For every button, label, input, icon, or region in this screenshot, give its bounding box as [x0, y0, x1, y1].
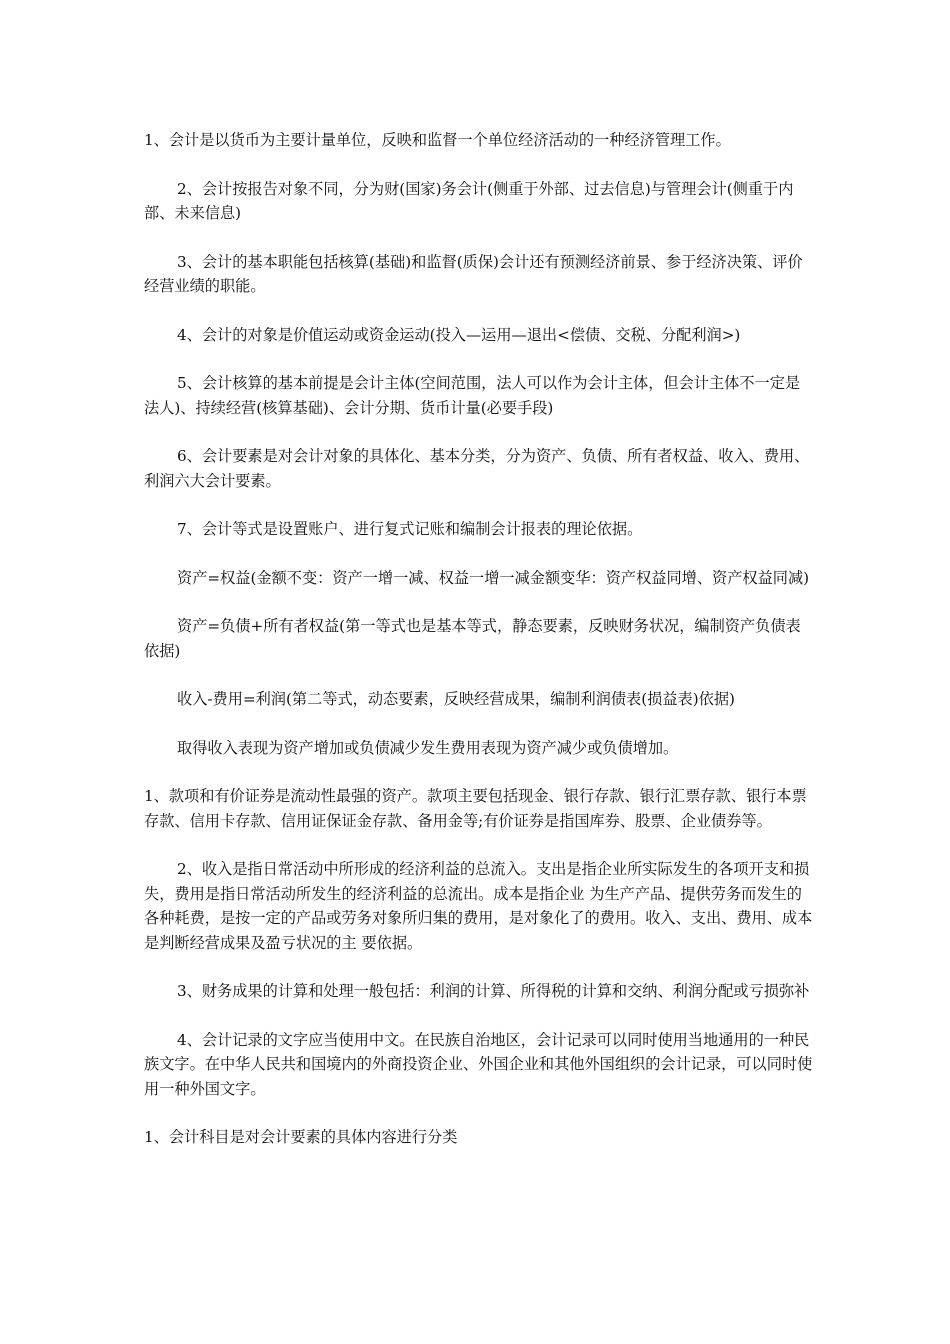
- document-body: [144, 128, 814, 1174]
- paragraph-14: 3、财务成果的计算和处理一般包括：利润的计算、所得税的计算和交纳、利润分配或亏损弥补: [177, 982, 810, 1000]
- paragraph-1: 1、会计是以货币为主要计量单位，反映和监督一个单位经济活动的一种经济管理工作。: [144, 131, 731, 149]
- paragraph-5: 5、会计核算的基本前提是会计主体(空间范围，法人可以作为会计主体，但会计主体不一定是法人)、持续经营(核算基础)、会计分期、货币计量(必要手段): [144, 374, 801, 417]
- paragraph-16: 1、会计科目是对会计要素的具体内容进行分类: [144, 1128, 458, 1146]
- paragraph-10: 收入-费用=利润(第二等式，动态要素，反映经营成果，编制利润债表(损益表)依据): [177, 690, 735, 708]
- paragraph-13: 2、收入是指日常活动中所形成的经济利益的总流入。支出是指企业所实际发生的各项开支和损失，费用是指日常活动所发生的经济利益的总流出。成本是指企业 为生产产品、提供劳务而发生的各种耗费，是按一定的产品或劳务对象所归集的费用，是对象化了的费用。收入、支出、费用、成本是判断经营成果及盈亏状况的主 要依据。: [144, 860, 813, 952]
- paragraph-12: 1、款项和有价证券是流动性最强的资产。款项主要包括现金、银行存款、银行汇票存款、银行本票存款、信用卡存款、信用证保证金存款、备用金等;有价证券是指国库券、股票、企业债券等。: [144, 787, 807, 830]
- paragraph-4: 4、会计的对象是价值运动或资金运动(投入—运用—退出<偿债、交税、分配利润>): [177, 325, 741, 344]
- paragraph-8: 资产=权益(金额不变：资产一增一减、权益一增一减金额变华：资产权益同增、资产权益同减): [177, 568, 810, 587]
- paragraph-9: 资产=负债+所有者权益(第一等式也是基本等式，静态要素，反映财务状况，编制资产负债表依据): [144, 617, 801, 660]
- paragraph-7: 7、会计等式是设置账户、进行复式记账和编制会计报表的理论依据。: [177, 520, 643, 538]
- paragraph-6: 6、会计要素是对会计对象的具体化、基本分类，分为资产、负债、所有者权益、收入、费用、利润六大会计要素。: [144, 447, 810, 490]
- paragraph-11: 取得收入表现为资产增加或负债减少发生费用表现为资产减少或负债增加。: [177, 738, 679, 757]
- paragraph-3: 3、会计的基本职能包括核算(基础)和监督(质保)会计还有预测经济前景、参于经济决策、评价经营业绩的职能。: [144, 252, 803, 295]
- paragraph-15: 4、会计记录的文字应当使用中文。在民族自治地区，会计记录可以同时使用当地通用的一种民族文字。在中华人民共和国境内的外商投资企业、外国企业和其他外国组织的会计记录，可以同时使用一种外国文字。: [144, 1030, 813, 1098]
- paragraph-2: 2、会计按报告对象不同，分为财(国家)务会计(侧重于外部、过去信息)与管理会计(侧重于内部、未来信息): [144, 179, 794, 222]
